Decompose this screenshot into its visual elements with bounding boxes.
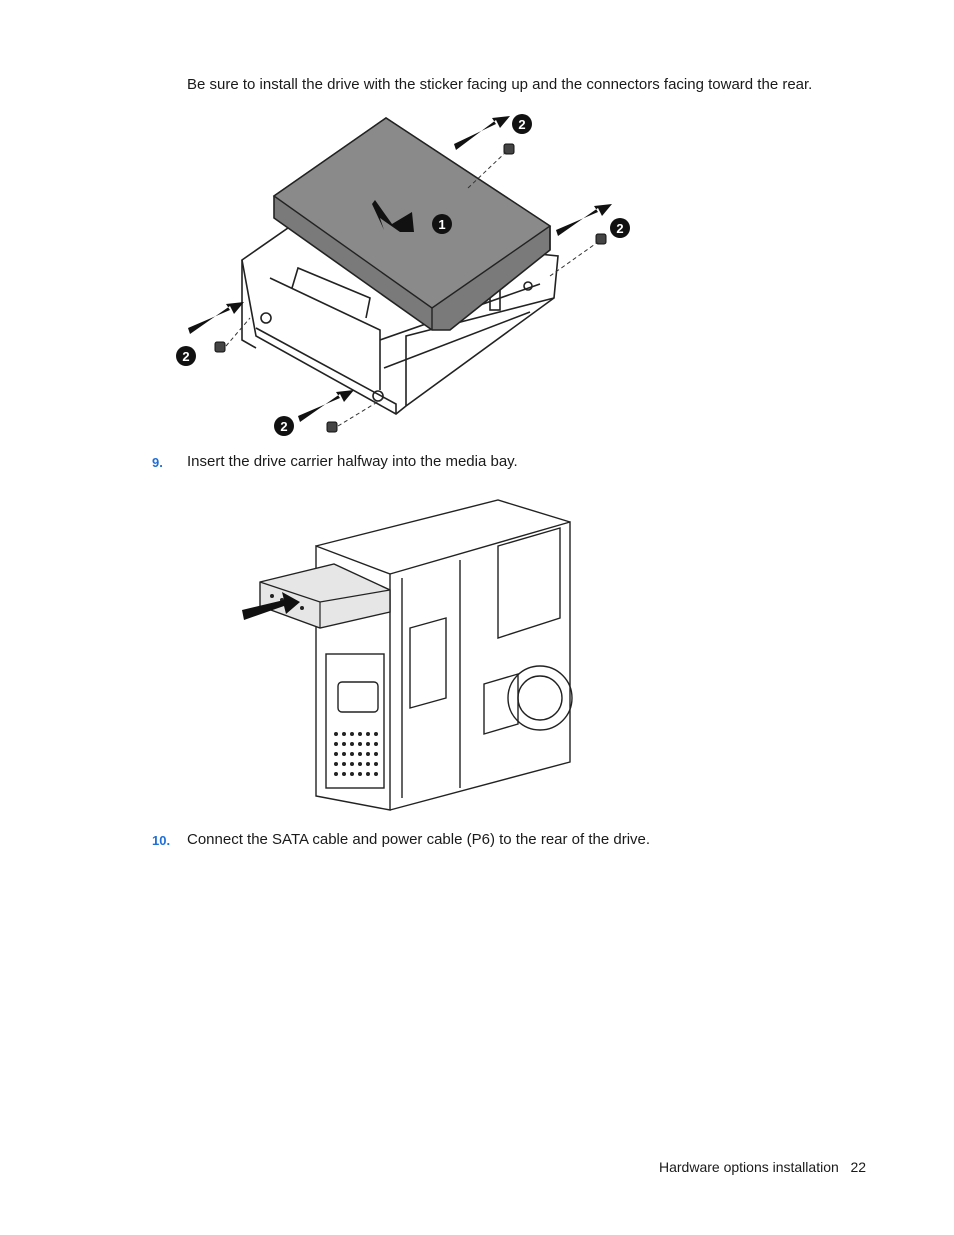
footer-section-title: Hardware options installation: [659, 1159, 839, 1175]
figure-drive-in-carrier: [170, 108, 640, 443]
callout-badge-2: [512, 114, 532, 134]
callout-badge-2: [610, 218, 630, 238]
step-number: 10.: [152, 833, 171, 848]
svg-text:2: 2: [280, 419, 288, 434]
callout-badge-1: [432, 214, 452, 234]
callout-badge-2: [274, 416, 294, 436]
page-footer: [659, 1159, 866, 1175]
chassis-vents: [334, 732, 378, 776]
svg-text:2: 2: [182, 349, 190, 364]
svg-text:2: 2: [616, 221, 624, 236]
step-text: Insert the drive carrier halfway into the media bay.: [187, 453, 518, 470]
drive-carrier-drawing: [260, 564, 390, 628]
footer-page-number: 22: [850, 1159, 867, 1175]
intro-note: Be sure to install the drive with the sticker facing up and the connectors facing toward the rear.: [187, 76, 813, 93]
svg-text:1: 1: [438, 217, 446, 232]
step-number: 9.: [152, 455, 163, 470]
figure-carrier-into-media-bay: [240, 498, 580, 813]
chassis-drawing: [316, 500, 572, 810]
callout-badge-2: [176, 346, 196, 366]
svg-text:2: 2: [518, 117, 526, 132]
step-text: Connect the SATA cable and power cable (P6) to the rear of the drive.: [187, 831, 651, 848]
